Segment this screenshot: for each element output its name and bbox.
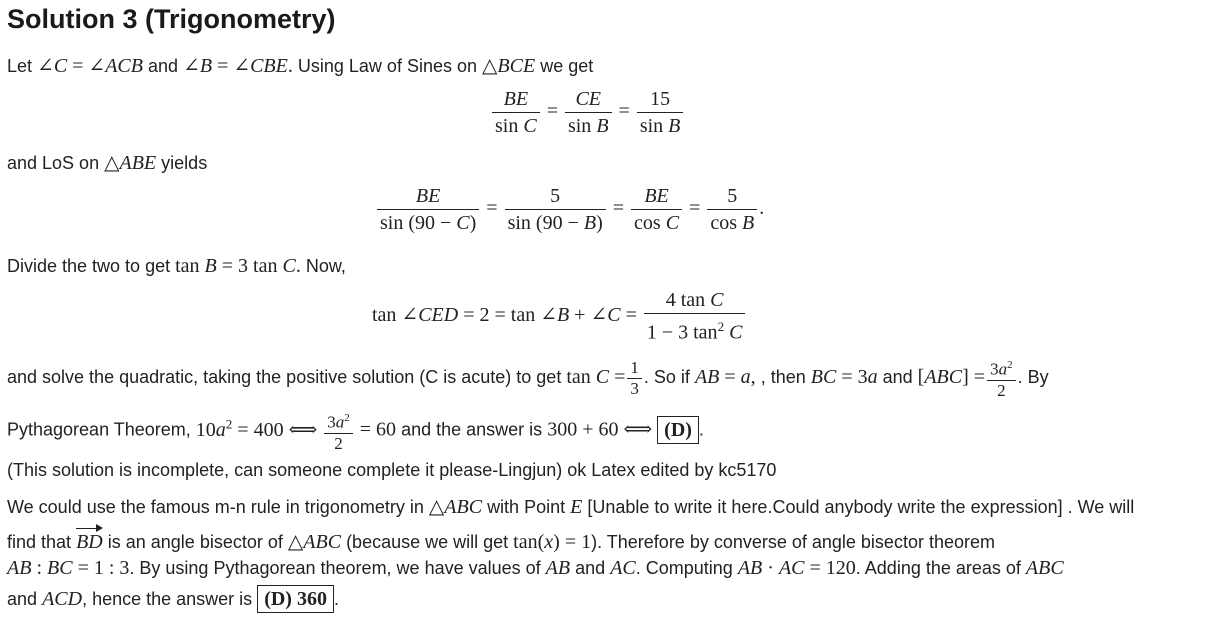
paragraph-note: (This solution is incomplete, can someone complete it please-Lingjun) ok Latex edited by kc5170	[7, 460, 777, 480]
paragraph-los-abe: and LoS on △ABE yields	[7, 152, 208, 174]
equation-los-abe: $\frac{BE}{\sin (90 - C)}$ = $\frac{5}{\sin (90 - B)}$ = $\frac{BE}{\text{cos C}}$ = $\frac{5}{\text{cos B}}$ .	[375, 183, 764, 236]
paragraph-final: and ACD, hence the answer is (D) 360 .	[7, 585, 339, 613]
answer-box: (D)	[657, 416, 699, 444]
paragraph-mn-rule: We could use the famous m-n rule in trigonometry in △ABC with Point E [Unable to write it here.Could anybody write the expression] . We will	[7, 496, 1135, 518]
final-answer-box: (D) 360	[257, 585, 334, 613]
equation-los-bce: $\frac{BE}{\text{sin C}}$ = $\frac{CE}{\text{sin B}}$ = $\frac{15}{\text{sin B}}$	[490, 86, 685, 139]
equation-tan-ced: tan ∠CED = 2 = tan ∠B + ∠C = $\frac{\text{4 tan C}}{1 - 3 \tan^2 C}$	[372, 287, 747, 346]
solution-title: Solution 3 (Trigonometry)	[7, 4, 336, 34]
paragraph-quadratic: and solve the quadratic, taking the positive solution (C is acute) to get tan C = $\frac{1}{3}$ . So if AB = a, , then BC = 3a and [ABC] = $\frac{3a^2}{2}$ . By	[7, 351, 1049, 403]
paragraph-ratio: AB : BC = 1 : 3. By using Pythagorean theorem, we have values of AB and AC. Computing AB · AC = 120. Adding the areas of ABC	[7, 557, 1064, 579]
paragraph-bisector: find that BD is an angle bisector of △ABC (because we will get tan(x) = 1). Therefore by converse of angle bisector theorem	[7, 531, 995, 553]
paragraph-law-of-sines: Let ∠C = ∠ACB and ∠B = ∠CBE. Using Law of Sines on △BCE we get	[7, 55, 594, 77]
paragraph-pythagorean: Pythagorean Theorem, $10a^2 = 400$ ⟺ $\frac{3a^2}{2}$ = 60 and the answer is 300 + 60 ⟺ (D) .	[7, 398, 704, 456]
paragraph-divide: Divide the two to get tan B = 3 tan C. Now,	[7, 255, 346, 277]
